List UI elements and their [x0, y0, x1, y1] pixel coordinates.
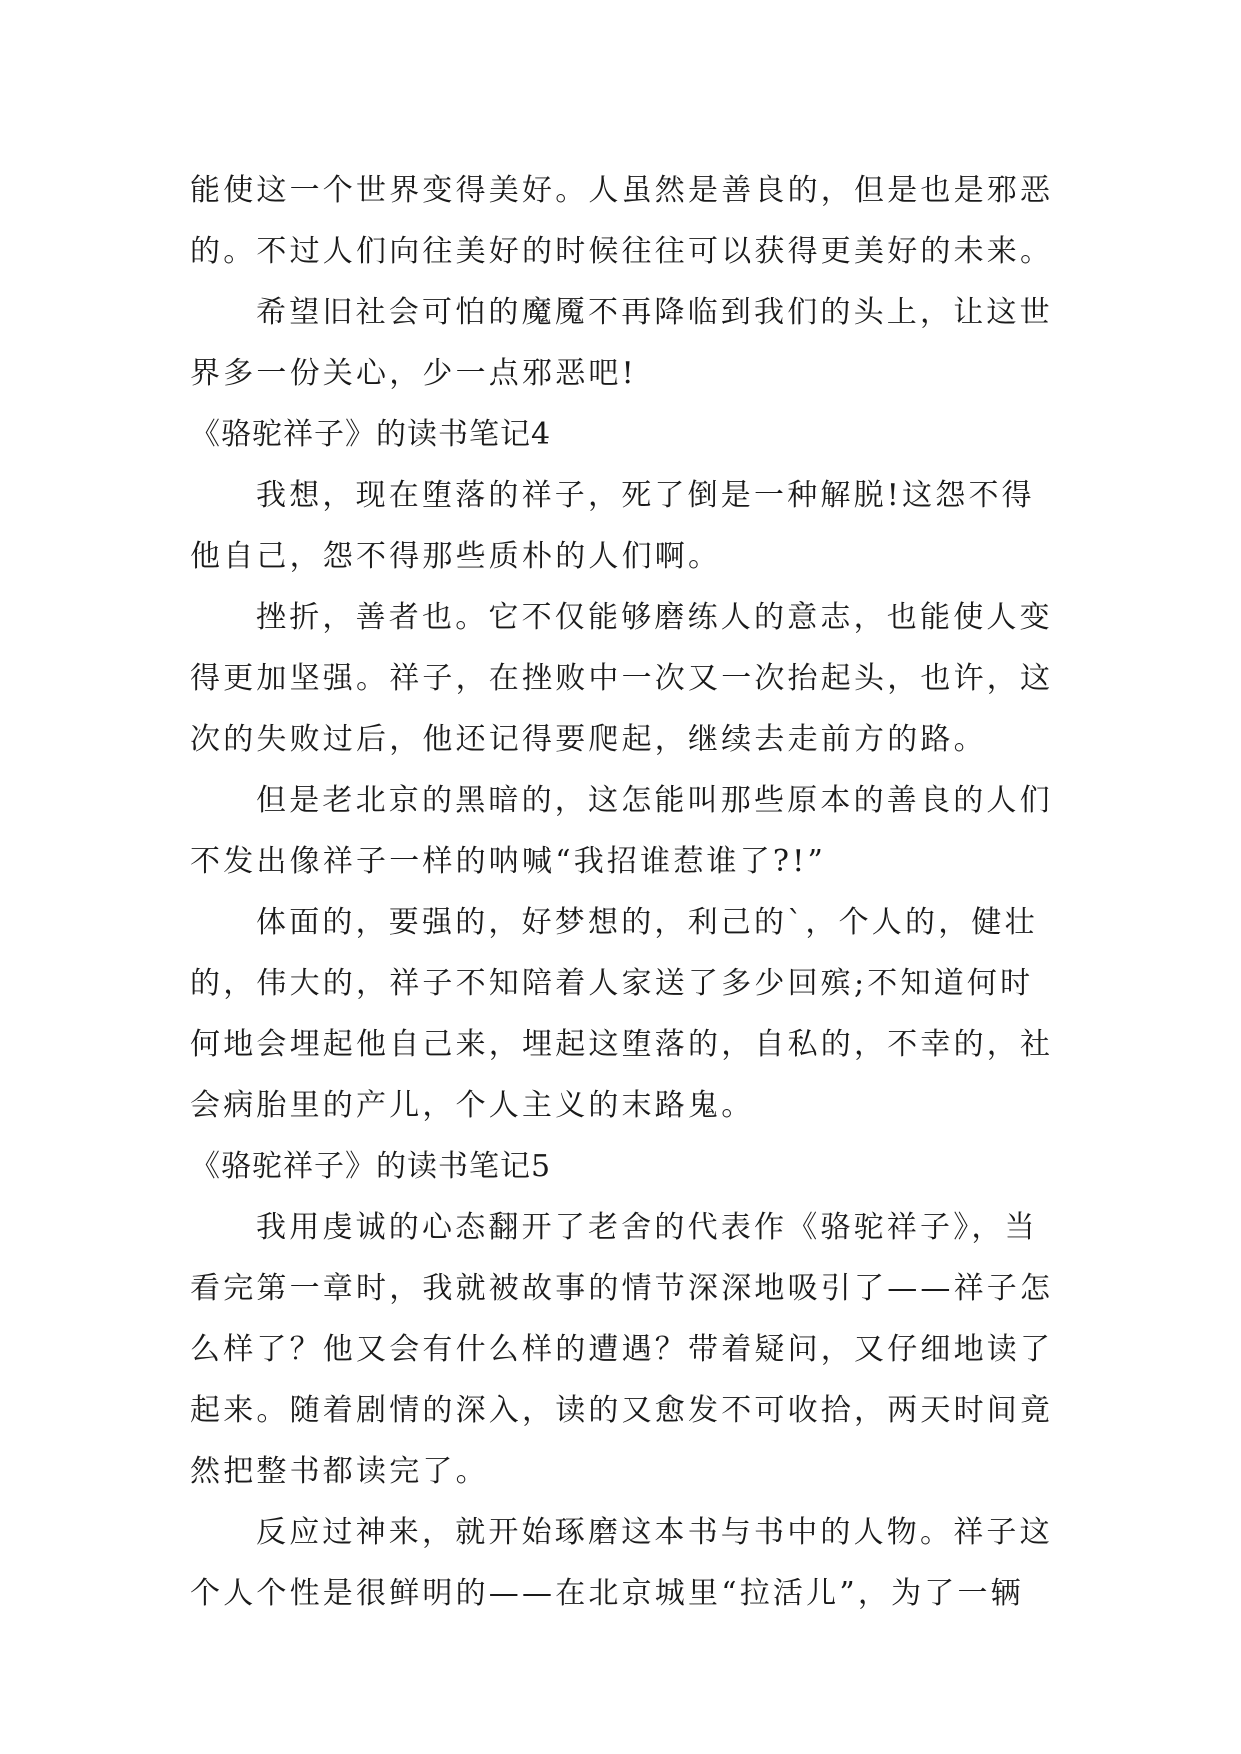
text-line: 次的失败过后，他还记得要爬起，继续去走前方的路。: [190, 722, 987, 757]
paragraph-first-line: 但是老北京的黑暗的，这怎能叫那些原本的善良的人们: [256, 783, 1053, 818]
paragraph-first-line: 我想，现在堕落的祥子，死了倒是一种解脱!这怨不得: [256, 478, 1035, 513]
text-line: 么样了？他又会有什么样的遭遇？带着疑问，又仔细地读了: [190, 1332, 1054, 1367]
text-line: 何地会埋起他自己来，埋起这堕落的，自私的，不幸的，社: [190, 1027, 1054, 1062]
paragraph-first-line: 我用虔诚的心态翻开了老舍的代表作《骆驼祥子》，当: [256, 1210, 1038, 1245]
paragraph-first-line: 体面的，要强的，好梦想的，利己的`，个人的，健壮: [256, 905, 1038, 940]
text-line: 的，伟大的，祥子不知陪着人家送了多少回殡;不知道何时: [190, 966, 1034, 1001]
text-line: 起来。随着剧情的深入，读的又愈发不可收拾，两天时间竟: [190, 1393, 1054, 1428]
text-line: 界多一份关心，少一点邪恶吧!: [190, 356, 637, 391]
section-heading: 《骆驼祥子》的读书笔记4: [190, 417, 552, 452]
paragraph-first-line: 希望旧社会可怕的魔魇不再降临到我们的头上，让这世: [256, 295, 1053, 330]
text-line: 能使这一个世界变得美好。人虽然是善良的，但是也是邪恶: [190, 173, 1054, 208]
text-line: 得更加坚强。祥子，在挫败中一次又一次抬起头，也许，这: [190, 661, 1054, 696]
text-line: 看完第一章时，我就被故事的情节深深地吸引了——祥子怎: [190, 1271, 1054, 1306]
document-body: [190, 160, 1070, 1624]
text-line: 会病胎里的产儿，个人主义的末路鬼。: [190, 1088, 755, 1123]
text-line: 不发出像祥子一样的呐喊“我招谁惹谁了?!”: [190, 844, 827, 879]
section-heading: 《骆驼祥子》的读书笔记5: [190, 1149, 552, 1184]
text-line: 的。不过人们向往美好的时候往往可以获得更美好的未来。: [190, 234, 1054, 269]
paragraph-first-line: 挫折，善者也。它不仅能够磨练人的意志，也能使人变: [256, 600, 1053, 635]
paragraph-first-line: 反应过神来，就开始琢磨这本书与书中的人物。祥子这: [256, 1515, 1053, 1550]
text-line: 他自己，怨不得那些质朴的人们啊。: [190, 539, 722, 574]
text-line: 个人个性是很鲜明的——在北京城里“拉活儿”，为了一辆: [190, 1576, 1024, 1611]
text-line: 然把整书都读完了。: [190, 1454, 489, 1489]
